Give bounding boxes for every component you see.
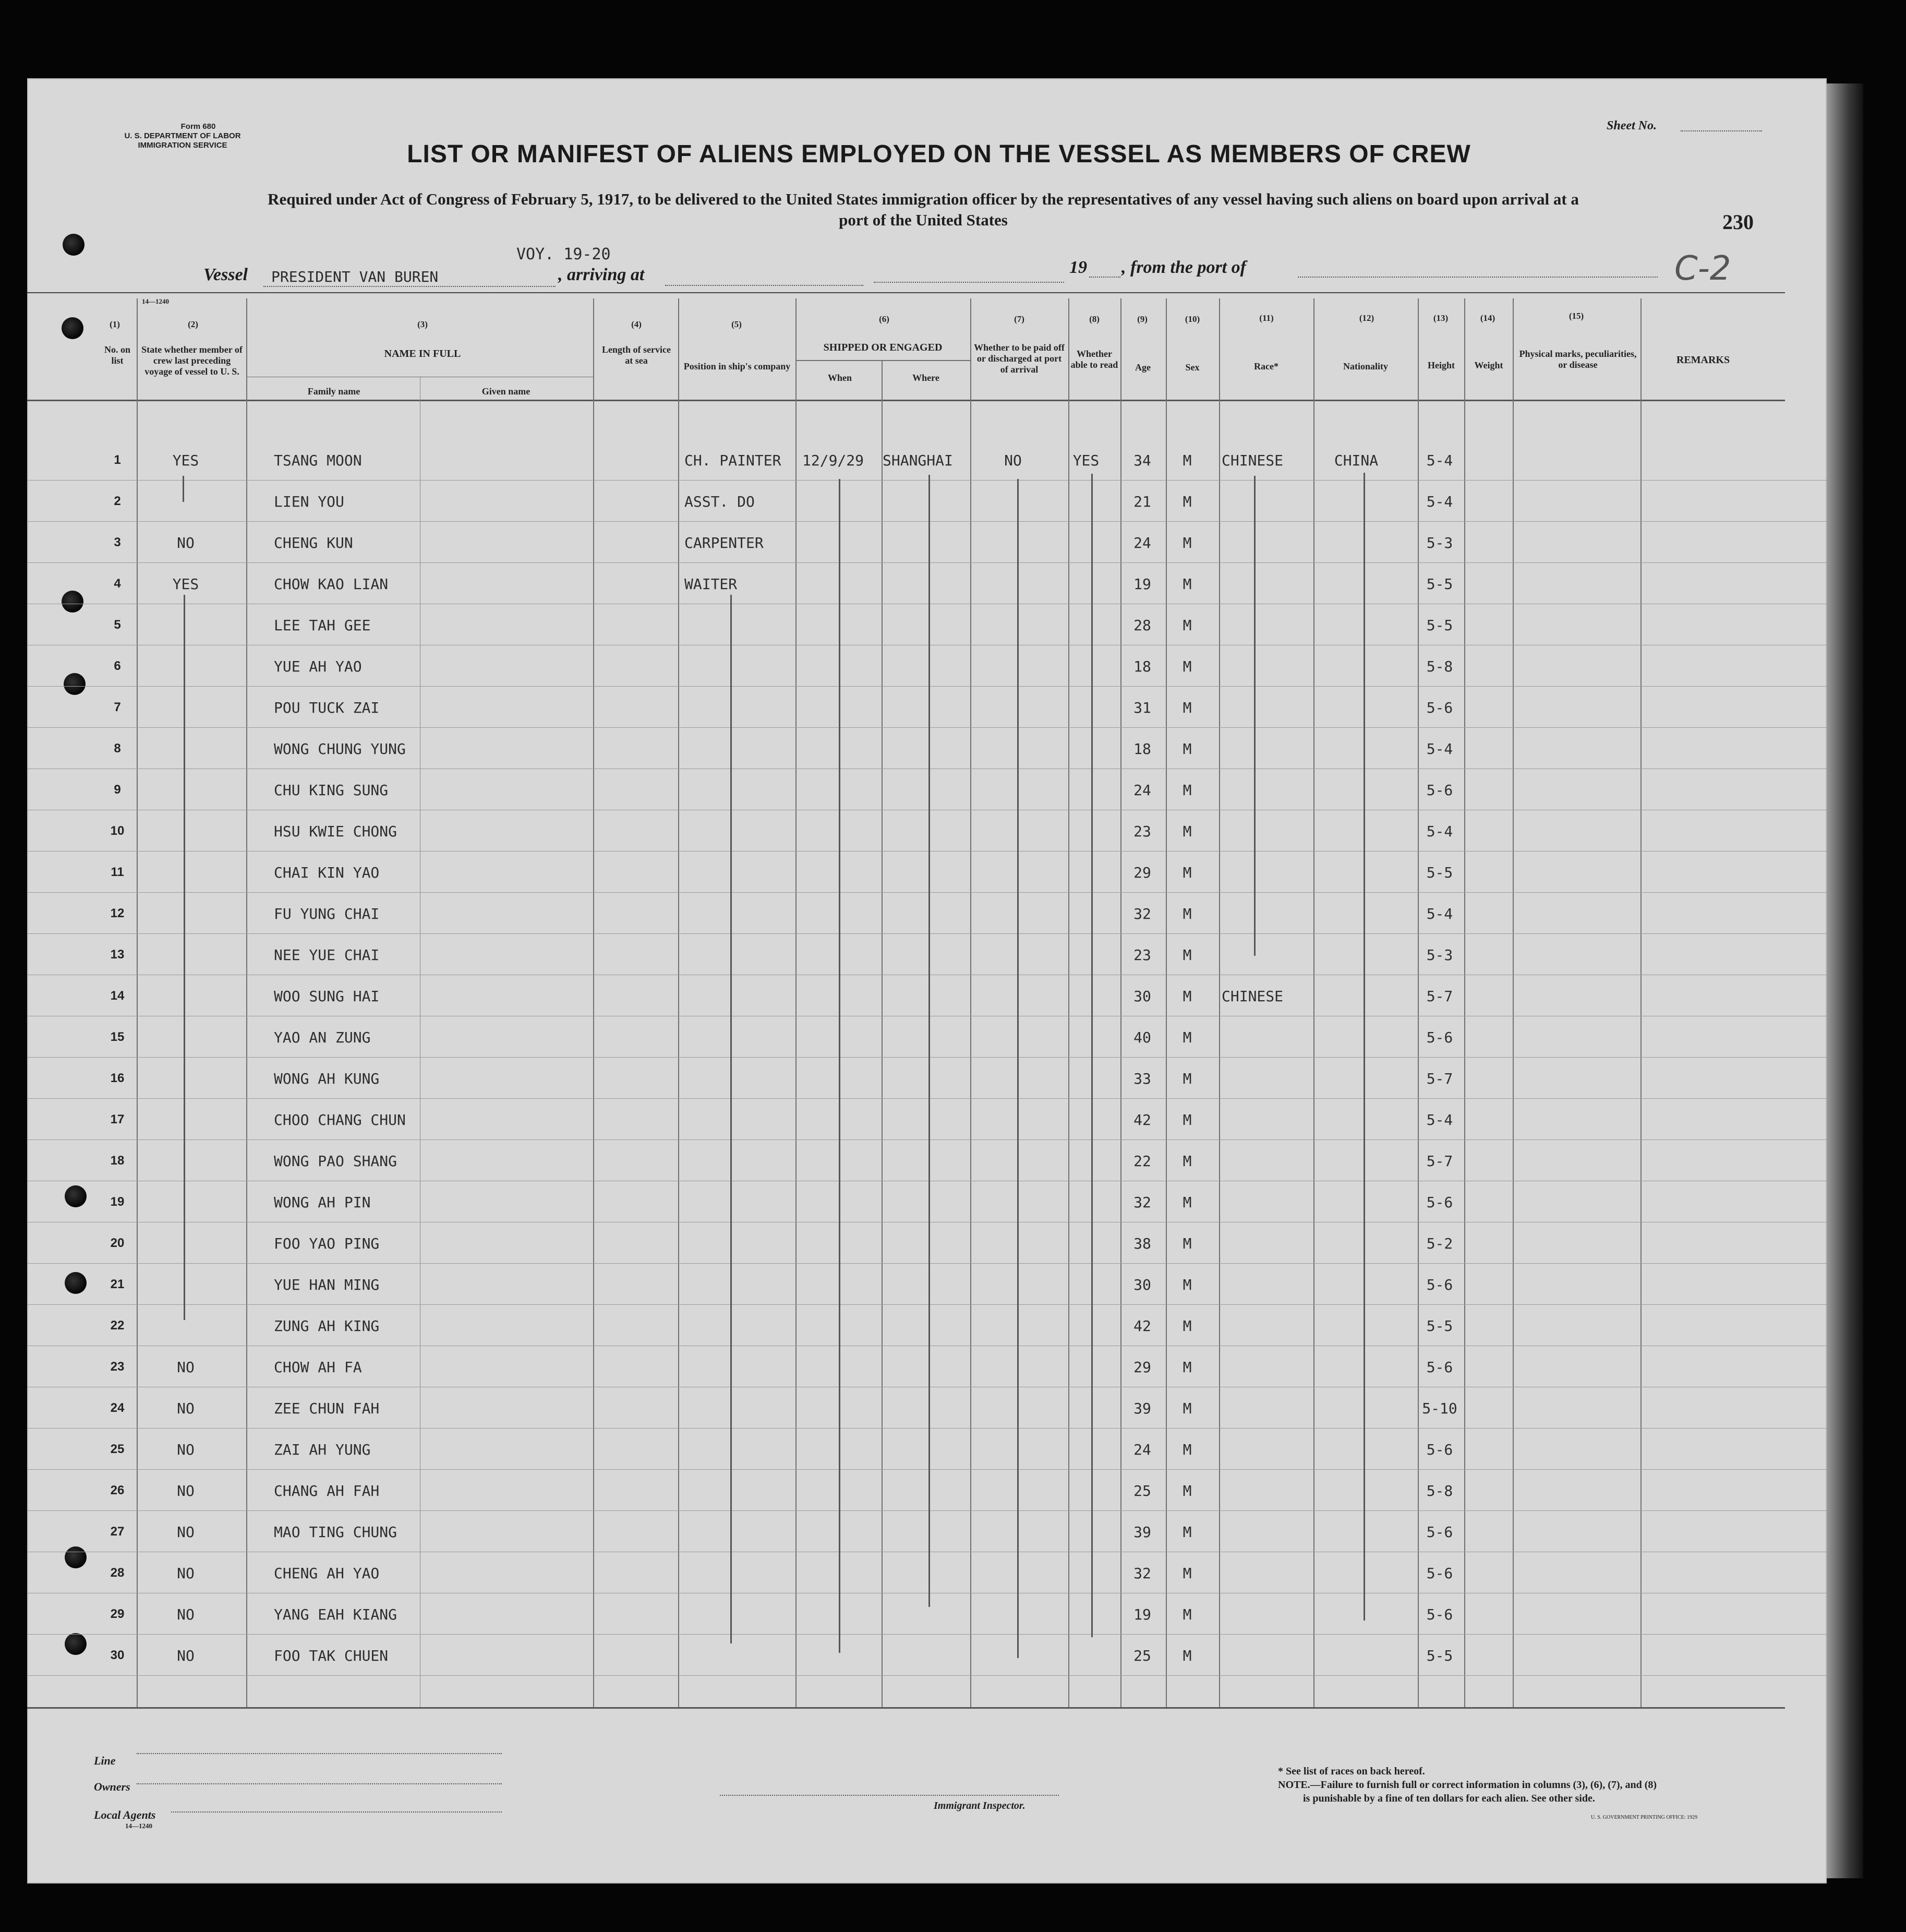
col8-number: (8) bbox=[1089, 314, 1100, 324]
nationality-cell: CHINA bbox=[1334, 452, 1379, 469]
age-cell: 19 bbox=[1133, 1606, 1151, 1623]
shipped-subheader-rule bbox=[795, 360, 970, 361]
sex-cell: M bbox=[1183, 699, 1192, 716]
sex-cell: M bbox=[1183, 823, 1192, 840]
year-label: 19 bbox=[1069, 258, 1087, 277]
ditto-mark bbox=[730, 595, 732, 1643]
height-cell: 5-5 bbox=[1426, 617, 1453, 634]
sex-cell: M bbox=[1183, 1070, 1192, 1087]
vessel-name: PRESIDENT VAN BUREN bbox=[271, 268, 439, 285]
row-rule bbox=[27, 1263, 1827, 1264]
sex-cell: M bbox=[1183, 1153, 1192, 1170]
from-port-label: , from the port of bbox=[1121, 258, 1246, 277]
voyage-number: VOY. 19-20 bbox=[516, 245, 611, 263]
year-field[interactable] bbox=[1089, 277, 1120, 278]
sex-cell: M bbox=[1183, 1235, 1192, 1252]
fine-note-line-1: NOTE.—Failure to furnish full or correct information in columns (3), (6), (7), and (8) bbox=[1278, 1779, 1657, 1791]
ditto-mark bbox=[184, 595, 185, 1320]
ditto-mark bbox=[183, 476, 184, 502]
prev-voyage-cell: NO bbox=[177, 1523, 195, 1541]
sex-cell: M bbox=[1183, 1482, 1192, 1499]
height-cell: 5-2 bbox=[1426, 1235, 1453, 1252]
row-number-cell: 9 bbox=[114, 783, 121, 797]
column-divider bbox=[678, 298, 679, 1707]
row-number-cell: 27 bbox=[110, 1525, 125, 1539]
age-cell: 34 bbox=[1133, 452, 1151, 469]
punch-hole bbox=[65, 1633, 87, 1655]
col11-header: Race* bbox=[1254, 361, 1278, 371]
height-cell: 5-6 bbox=[1426, 782, 1453, 799]
handwritten-reference: C-2 bbox=[1674, 249, 1731, 288]
prev-voyage-cell: YES bbox=[172, 452, 199, 469]
family-name-header: Family name bbox=[307, 386, 360, 397]
height-cell: 5-6 bbox=[1426, 1359, 1453, 1376]
sex-cell: M bbox=[1183, 905, 1192, 922]
line-field[interactable] bbox=[137, 1753, 502, 1754]
age-cell: 32 bbox=[1133, 905, 1151, 922]
sex-cell: M bbox=[1183, 740, 1192, 758]
row-number-cell: 8 bbox=[114, 741, 121, 755]
column-divider bbox=[1513, 298, 1514, 1707]
row-number-cell: 30 bbox=[110, 1648, 125, 1662]
col5-number: (5) bbox=[731, 319, 742, 329]
arriving-at-label: , arriving at bbox=[558, 265, 645, 284]
age-cell: 29 bbox=[1133, 864, 1151, 881]
row-rule bbox=[27, 1139, 1827, 1140]
column-divider bbox=[137, 298, 138, 1707]
height-cell: 5-4 bbox=[1426, 1111, 1453, 1129]
name-cell: WONG CHUNG YUNG bbox=[274, 740, 406, 758]
row-rule bbox=[27, 562, 1827, 563]
sex-cell: M bbox=[1183, 617, 1192, 634]
age-cell: 32 bbox=[1133, 1565, 1151, 1582]
height-cell: 5-6 bbox=[1426, 1523, 1453, 1541]
age-cell: 38 bbox=[1133, 1235, 1151, 1252]
row-rule bbox=[27, 892, 1827, 893]
column-divider bbox=[1313, 298, 1314, 1707]
inspector-signature-field[interactable] bbox=[720, 1795, 1059, 1796]
name-cell: CHOO CHANG CHUN bbox=[274, 1111, 406, 1129]
height-cell: 5-7 bbox=[1426, 1153, 1453, 1170]
col7-number: (7) bbox=[1014, 314, 1024, 324]
height-cell: 5-5 bbox=[1426, 575, 1453, 593]
col2-number: (2) bbox=[188, 319, 198, 329]
manifest-title: LIST OR MANIFEST OF ALIENS EMPLOYED ON THE VESSEL AS MEMBERS OF CREW bbox=[407, 140, 1471, 168]
sheet-number-label: Sheet No. bbox=[1607, 119, 1657, 133]
column-divider bbox=[970, 298, 971, 1707]
header-bottom-border bbox=[27, 400, 1785, 401]
col13-header: Height bbox=[1428, 360, 1455, 370]
height-cell: 5-6 bbox=[1426, 1606, 1453, 1623]
name-cell: LEE TAH GEE bbox=[274, 617, 371, 634]
sex-cell: M bbox=[1183, 1194, 1192, 1211]
height-cell: 5-6 bbox=[1426, 699, 1453, 716]
punch-hole bbox=[63, 234, 85, 256]
printing-office: U. S. GOVERNMENT PRINTING OFFICE: 1929 bbox=[1591, 1815, 1697, 1820]
sex-cell: M bbox=[1183, 1111, 1192, 1129]
row-rule bbox=[27, 1428, 1827, 1429]
col10-header: Sex bbox=[1185, 362, 1200, 373]
position-cell: CH. PAINTER bbox=[684, 452, 781, 469]
punch-hole bbox=[65, 1272, 87, 1294]
col4-number: (4) bbox=[631, 319, 642, 329]
col9-header: Age bbox=[1135, 362, 1151, 373]
vessel-label: Vessel bbox=[203, 265, 248, 284]
row-number-cell: 15 bbox=[110, 1030, 125, 1044]
row-number-cell: 11 bbox=[111, 865, 124, 879]
name-cell: TSANG MOON bbox=[274, 452, 362, 469]
name-cell: CHENG KUN bbox=[274, 534, 353, 551]
row-number-cell: 4 bbox=[114, 577, 121, 591]
owners-field[interactable] bbox=[137, 1783, 502, 1784]
name-cell: CHANG AH FAH bbox=[274, 1482, 380, 1499]
punch-hole bbox=[65, 1546, 87, 1568]
col1-header: No. on list bbox=[104, 344, 130, 366]
col12-header: Nationality bbox=[1343, 361, 1388, 371]
height-cell: 5-7 bbox=[1426, 988, 1453, 1005]
row-rule bbox=[27, 480, 1827, 481]
name-cell: FOO YAO PING bbox=[274, 1235, 380, 1252]
name-cell: CHOW KAO LIAN bbox=[274, 575, 389, 593]
prev-voyage-cell: NO bbox=[177, 1482, 195, 1499]
row-number-cell: 14 bbox=[110, 989, 125, 1003]
row-rule bbox=[27, 727, 1827, 728]
height-cell: 5-6 bbox=[1426, 1565, 1453, 1582]
prev-voyage-cell: NO bbox=[177, 1359, 195, 1376]
name-cell: WOO SUNG HAI bbox=[274, 988, 380, 1005]
prev-voyage-cell: NO bbox=[177, 1565, 195, 1582]
name-cell: ZAI AH YUNG bbox=[274, 1441, 371, 1458]
col4-header: Length of service at sea bbox=[602, 344, 671, 366]
line-label: Line bbox=[94, 1754, 116, 1767]
owners-label: Owners bbox=[94, 1780, 130, 1793]
row-rule bbox=[27, 933, 1827, 934]
column-divider bbox=[246, 298, 247, 1707]
sex-cell: M bbox=[1183, 1276, 1192, 1293]
row-number-cell: 18 bbox=[110, 1154, 125, 1168]
row-rule bbox=[27, 1057, 1827, 1058]
ditto-mark bbox=[1091, 474, 1093, 1637]
age-cell: 30 bbox=[1133, 988, 1151, 1005]
row-number-cell: 24 bbox=[110, 1401, 125, 1415]
name-cell: CHU KING SUNG bbox=[274, 782, 389, 799]
name-cell: FOO TAK CHUEN bbox=[274, 1647, 389, 1664]
col8-header: Whether able to read bbox=[1070, 349, 1118, 370]
height-cell: 5-6 bbox=[1426, 1441, 1453, 1458]
col15-header: Physical marks, peculiarities, or disease bbox=[1519, 349, 1637, 370]
row-number-cell: 12 bbox=[110, 906, 125, 920]
name-cell: WONG AH PIN bbox=[274, 1194, 371, 1211]
page-edge-shadow bbox=[1827, 83, 1863, 1878]
row-rule bbox=[27, 1675, 1827, 1676]
sex-cell: M bbox=[1183, 1606, 1192, 1623]
row-number-cell: 10 bbox=[110, 824, 125, 838]
position-cell: WAITER bbox=[684, 575, 738, 593]
col3-header: NAME IN FULL bbox=[384, 348, 461, 359]
sex-cell: M bbox=[1183, 658, 1192, 675]
age-cell: 23 bbox=[1133, 823, 1151, 840]
col14-number: (14) bbox=[1480, 313, 1495, 323]
ditto-mark bbox=[1017, 479, 1019, 1658]
ditto-mark bbox=[928, 475, 930, 1607]
column-divider bbox=[795, 298, 797, 1707]
when-header: When bbox=[827, 373, 852, 383]
position-cell: ASST. DO bbox=[684, 493, 755, 510]
sex-cell: M bbox=[1183, 1441, 1192, 1458]
name-cell: POU TUCK ZAI bbox=[274, 699, 380, 716]
subtitle-line-1: Required under Act of Congress of February 5, 1917, to be delivered to the United States immigration officer by the representatives of any vessel having such aliens on board upon arrival at a bbox=[268, 190, 1579, 208]
row-number-cell: 7 bbox=[114, 700, 121, 714]
row-rule bbox=[27, 1469, 1827, 1470]
col6-header: SHIPPED OR ENGAGED bbox=[823, 342, 943, 353]
service-name: IMMIGRATION SERVICE bbox=[138, 141, 227, 150]
row-number-cell: 13 bbox=[110, 947, 125, 962]
height-cell: 5-3 bbox=[1426, 946, 1453, 964]
page-number: 230 bbox=[1722, 210, 1754, 234]
name-cell: LIEN YOU bbox=[274, 493, 344, 510]
sex-cell: M bbox=[1183, 1029, 1192, 1046]
inspector-label: Immigrant Inspector. bbox=[934, 1800, 1026, 1811]
col10-number: (10) bbox=[1185, 314, 1200, 324]
arriving-at-field[interactable] bbox=[665, 285, 863, 286]
height-cell: 5-6 bbox=[1426, 1276, 1453, 1293]
col9-number: (9) bbox=[1137, 314, 1148, 324]
col15-number: (15) bbox=[1569, 311, 1584, 321]
sex-cell: M bbox=[1183, 864, 1192, 881]
row-number-cell: 17 bbox=[110, 1112, 125, 1126]
col5-header: Position in ship's company bbox=[683, 361, 791, 371]
where-header: Where bbox=[912, 373, 939, 383]
height-cell: 5-4 bbox=[1426, 452, 1453, 469]
row-rule bbox=[27, 1098, 1827, 1099]
row-number-cell: 26 bbox=[110, 1483, 125, 1497]
name-cell: YUE AH YAO bbox=[274, 658, 362, 675]
row-number-cell: 23 bbox=[110, 1360, 125, 1374]
row-number-cell: 6 bbox=[114, 659, 121, 673]
name-cell: CHAI KIN YAO bbox=[274, 864, 380, 881]
age-cell: 19 bbox=[1133, 575, 1151, 593]
sex-cell: M bbox=[1183, 988, 1192, 1005]
age-cell: 23 bbox=[1133, 946, 1151, 964]
sex-cell: M bbox=[1183, 534, 1192, 551]
department-name: U. S. DEPARTMENT OF LABOR bbox=[124, 131, 241, 140]
age-cell: 42 bbox=[1133, 1111, 1151, 1129]
sex-cell: M bbox=[1183, 575, 1192, 593]
row-number-cell: 19 bbox=[110, 1195, 125, 1209]
height-cell: 5-6 bbox=[1426, 1194, 1453, 1211]
ditto-mark bbox=[1254, 476, 1256, 956]
age-cell: 39 bbox=[1133, 1523, 1151, 1541]
punch-hole bbox=[62, 591, 83, 613]
age-cell: 24 bbox=[1133, 1441, 1151, 1458]
column-divider bbox=[1640, 298, 1642, 1707]
sex-cell: M bbox=[1183, 452, 1192, 469]
row-number-cell: 16 bbox=[110, 1071, 125, 1085]
height-cell: 5-10 bbox=[1422, 1400, 1457, 1417]
sex-cell: M bbox=[1183, 1359, 1192, 1376]
row-number-cell: 22 bbox=[110, 1318, 125, 1333]
col2-header: State whether member of crew last preceding voyage of vessel to U. S. bbox=[141, 344, 243, 377]
age-cell: 28 bbox=[1133, 617, 1151, 634]
age-cell: 32 bbox=[1133, 1194, 1151, 1211]
row-number-cell: 25 bbox=[110, 1442, 125, 1456]
row-number-cell: 1 bbox=[114, 453, 121, 467]
col13-number: (13) bbox=[1433, 313, 1449, 323]
row-rule bbox=[27, 1304, 1827, 1305]
row-rule bbox=[27, 1510, 1827, 1511]
row-rule bbox=[27, 686, 1827, 687]
sex-cell: M bbox=[1183, 946, 1192, 964]
height-cell: 5-4 bbox=[1426, 905, 1453, 922]
name-cell: CHOW AH FA bbox=[274, 1359, 362, 1376]
age-cell: 18 bbox=[1133, 740, 1151, 758]
row-rule bbox=[27, 521, 1827, 522]
local-agents-label: Local Agents bbox=[94, 1808, 156, 1821]
name-cell: WONG AH KUNG bbox=[274, 1070, 380, 1087]
name-cell: FU YUNG CHAI bbox=[274, 905, 380, 922]
shipped-when-cell: 12/9/29 bbox=[802, 452, 864, 469]
table-top-border bbox=[27, 292, 1785, 293]
age-cell: 25 bbox=[1133, 1482, 1151, 1499]
prev-voyage-cell: NO bbox=[177, 534, 195, 551]
col7-header: Whether to be paid off or discharged at port of arrival bbox=[974, 342, 1065, 375]
col3-number: (3) bbox=[417, 319, 428, 329]
paid-off-cell: NO bbox=[1004, 452, 1022, 469]
form-number: Form 680 bbox=[180, 122, 216, 131]
punch-hole bbox=[65, 1185, 87, 1207]
position-cell: CARPENTER bbox=[684, 534, 764, 551]
col1-number: (1) bbox=[110, 319, 120, 329]
sheet-number-field[interactable] bbox=[1681, 130, 1762, 131]
prev-voyage-cell: NO bbox=[177, 1647, 195, 1664]
prev-voyage-cell: NO bbox=[177, 1441, 195, 1458]
subtitle-line-2: port of the United States bbox=[839, 211, 1008, 229]
local-agents-field[interactable] bbox=[171, 1811, 502, 1813]
ditto-mark bbox=[1364, 473, 1365, 1621]
row-rule bbox=[27, 1634, 1827, 1635]
agents-code: 14—1240 bbox=[125, 1822, 152, 1830]
name-cell: MAO TING CHUNG bbox=[274, 1523, 397, 1541]
shipped-where-cell: SHANGHAI bbox=[883, 452, 953, 469]
vessel-field[interactable] bbox=[263, 286, 556, 287]
name-cell: YAO AN ZUNG bbox=[274, 1029, 371, 1046]
row-number-cell: 2 bbox=[114, 494, 121, 508]
height-cell: 5-6 bbox=[1426, 1029, 1453, 1046]
sex-cell: M bbox=[1183, 1317, 1192, 1335]
row-number-cell: 29 bbox=[110, 1607, 125, 1621]
sex-cell: M bbox=[1183, 1565, 1192, 1582]
fine-note-line-2: is punishable by a fine of ten dollars for each alien. See other side. bbox=[1303, 1793, 1595, 1804]
sex-cell: M bbox=[1183, 1647, 1192, 1664]
name-cell: CHENG AH YAO bbox=[274, 1565, 380, 1582]
height-cell: 5-5 bbox=[1426, 1317, 1453, 1335]
age-cell: 18 bbox=[1133, 658, 1151, 675]
age-cell: 22 bbox=[1133, 1153, 1151, 1170]
prev-voyage-cell: YES bbox=[172, 575, 199, 593]
col14-header: Weight bbox=[1474, 360, 1503, 370]
from-port-field[interactable] bbox=[1298, 277, 1658, 278]
age-cell: 24 bbox=[1133, 534, 1151, 551]
able-to-read-cell: YES bbox=[1072, 452, 1100, 469]
col6-number: (6) bbox=[879, 314, 889, 324]
prev-voyage-cell: NO bbox=[177, 1606, 195, 1623]
row-number-cell: 20 bbox=[110, 1236, 125, 1250]
age-cell: 33 bbox=[1133, 1070, 1151, 1087]
race-cell: CHINESE bbox=[1222, 452, 1284, 469]
sex-cell: M bbox=[1183, 782, 1192, 799]
height-cell: 5-8 bbox=[1426, 658, 1453, 675]
age-cell: 29 bbox=[1133, 1359, 1151, 1376]
row-number-cell: 3 bbox=[114, 535, 121, 549]
races-note: * See list of races on back hereof. bbox=[1278, 1766, 1425, 1777]
height-cell: 5-4 bbox=[1426, 493, 1453, 510]
race-cell: CHINESE bbox=[1222, 988, 1284, 1005]
height-cell: 5-3 bbox=[1426, 534, 1453, 551]
name-cell: ZUNG AH KING bbox=[274, 1317, 380, 1335]
ditto-mark bbox=[839, 479, 840, 1653]
height-cell: 5-5 bbox=[1426, 1647, 1453, 1664]
age-cell: 40 bbox=[1133, 1029, 1151, 1046]
sex-cell: M bbox=[1183, 1523, 1192, 1541]
col12-number: (12) bbox=[1359, 313, 1374, 323]
col2-code: 14—1240 bbox=[142, 297, 169, 305]
sex-cell: M bbox=[1183, 1400, 1192, 1417]
age-cell: 39 bbox=[1133, 1400, 1151, 1417]
height-cell: 5-4 bbox=[1426, 823, 1453, 840]
height-cell: 5-4 bbox=[1426, 740, 1453, 758]
column-divider bbox=[1068, 298, 1069, 1707]
table-bottom-border bbox=[27, 1707, 1785, 1709]
age-cell: 21 bbox=[1133, 493, 1151, 510]
height-cell: 5-5 bbox=[1426, 864, 1453, 881]
row-number-cell: 28 bbox=[110, 1566, 125, 1580]
age-cell: 24 bbox=[1133, 782, 1151, 799]
punch-hole bbox=[62, 317, 83, 339]
subtitle bbox=[78, 189, 1768, 231]
name-cell: YUE HAN MING bbox=[274, 1276, 380, 1293]
given-name-header: Given name bbox=[481, 386, 530, 397]
column-divider bbox=[593, 298, 594, 1707]
sex-cell: M bbox=[1183, 493, 1192, 510]
remarks-header: REMARKS bbox=[1676, 354, 1730, 366]
col11-number: (11) bbox=[1259, 313, 1274, 323]
date-field[interactable] bbox=[874, 282, 1064, 283]
height-cell: 5-8 bbox=[1426, 1482, 1453, 1499]
name-cell: ZEE CHUN FAH bbox=[274, 1400, 380, 1417]
age-cell: 42 bbox=[1133, 1317, 1151, 1335]
row-number-cell: 21 bbox=[110, 1277, 125, 1291]
name-cell: WONG PAO SHANG bbox=[274, 1153, 397, 1170]
age-cell: 31 bbox=[1133, 699, 1151, 716]
prev-voyage-cell: NO bbox=[177, 1400, 195, 1417]
name-cell: HSU KWIE CHONG bbox=[274, 823, 397, 840]
age-cell: 30 bbox=[1133, 1276, 1151, 1293]
height-cell: 5-7 bbox=[1426, 1070, 1453, 1087]
name-cell: NEE YUE CHAI bbox=[274, 946, 380, 964]
punch-hole bbox=[64, 673, 86, 695]
age-cell: 25 bbox=[1133, 1647, 1151, 1664]
row-number-cell: 5 bbox=[114, 618, 121, 632]
name-cell: YANG EAH KIANG bbox=[274, 1606, 397, 1623]
